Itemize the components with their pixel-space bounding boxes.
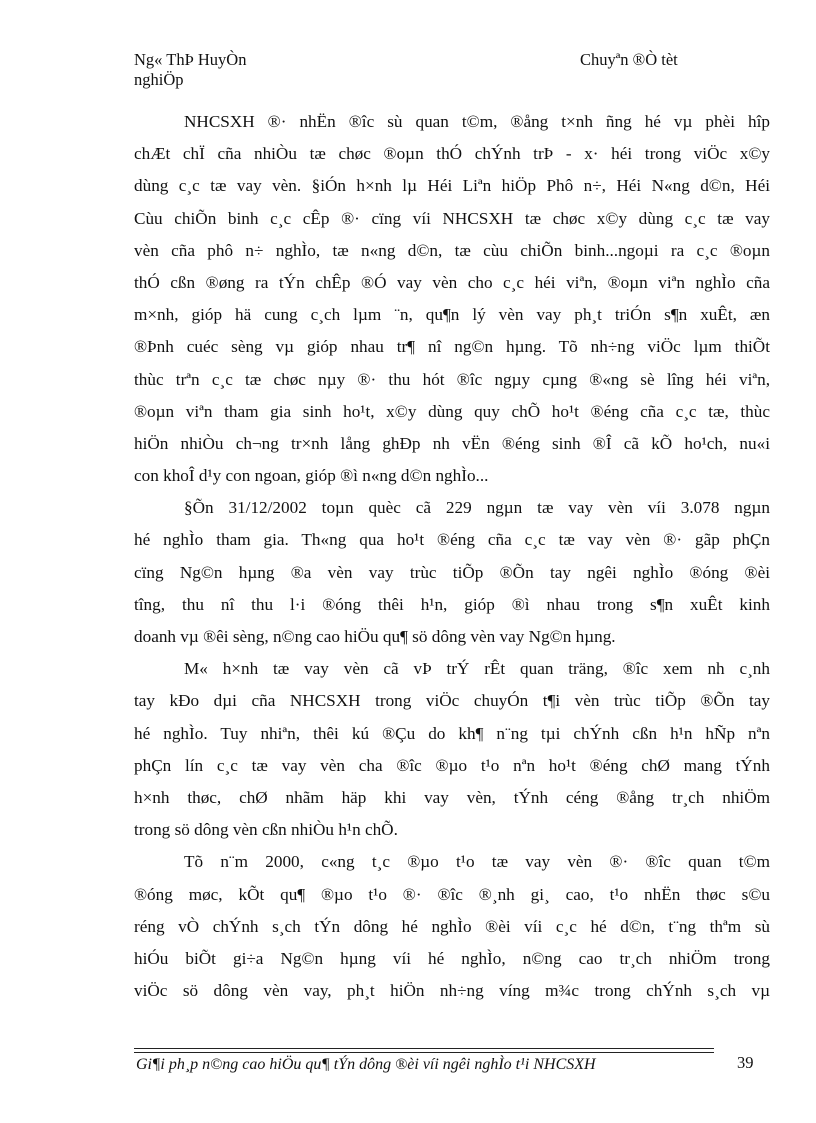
text-line: phÇn lín c¸c tæ vay vèn cha ®îc ®µo t¹o nªn ho¹t ®éng chØ mang tÝnh — [134, 755, 770, 775]
text-line: h×nh thøc, chØ nhãm häp khi vay vèn, tÝnh céng ®ång tr¸ch nhiÖm — [134, 787, 770, 807]
text-line: hé nghÌo. Tuy nhiªn, thêi kú ®Çu do kh¶ n¨ng tµi chÝnh cßn h¹n hÑp nªn — [134, 723, 770, 743]
text-line: dùng c¸c tæ vay vèn. §iÓn h×nh lµ Héi Liªn hiÖp Phô n÷, Héi N«ng d©n, Héi — [134, 176, 770, 196]
text-line: vèn cña phô n÷ nghÌo, tæ n«ng d©n, tæ cùu chiÕn binh...ngoµi ra c¸c ®oµn — [134, 240, 770, 260]
text-line: ®Þnh cuéc sèng vµ gióp nhau tr¶ nî ng©n hµng. Tõ nh÷ng viÖc lµm thiÕt — [134, 337, 770, 357]
page-number: 39 — [737, 1053, 754, 1072]
text-line: §Õn 31/12/2002 toµn quèc cã 229 ngµn tæ vay vèn víi 3.078 ngµn — [184, 498, 770, 518]
text-line: viÖc sö dông vèn vay, ph¸t hiÖn nh÷ng víng m¾c trong chÝnh s¸ch vµ — [134, 981, 770, 1001]
text-line: tîng, thu nî thu l·i ®óng thêi h¹n, gióp ®ì nhau trong s¶n xuÊt kinh — [134, 594, 770, 614]
paragraph — [134, 492, 770, 653]
text-line: réng vÒ chÝnh s¸ch tÝn dông hé nghÌo ®èi víi c¸c hé d©n, t¨ng thªm sù — [134, 916, 770, 936]
text-line: cïng Ng©n hµng ®a vèn vay trùc tiÕp ®Õn tay ngêi nghÌo ®óng ®èi — [134, 562, 770, 582]
text-line: chÆt chÏ cña nhiÒu tæ chøc ®oµn thÓ chÝnh trÞ - x· héi trong viÖc x©y — [134, 144, 770, 164]
text-line: ®oµn viªn tham gia sinh ho¹t, x©y dùng quy chÕ ho¹t ®éng cña c¸c tæ, thùc — [134, 401, 770, 421]
text-line: hiÓu biÕt gi÷a Ng©n hµng víi hé nghÌo, n©ng cao tr¸ch nhiÖm trong — [134, 948, 770, 968]
footer-divider — [134, 1048, 714, 1049]
header-title: Chuyªn ®Ò tèt — [580, 50, 678, 69]
text-line: trong sö dông vèn cßn nhiÒu h¹n chÕ. — [134, 820, 398, 840]
text-line: m×nh, gióp hä cung c¸ch lµm ¨n, qu¶n lý vèn vay ph¸t triÓn s¶n xuÊt, æn — [134, 305, 770, 325]
document-body — [134, 106, 770, 1007]
paragraph — [134, 846, 770, 1007]
text-line: tay kÐo dµi cña NHCSXH trong viÖc chuyÓn t¶i vèn trùc tiÕp ®Õn tay — [134, 691, 770, 711]
text-line: NHCSXH ®· nhËn ®îc sù quan t©m, ®ång t×nh ñng hé vµ phèi hîp — [184, 112, 770, 131]
text-line: doanh vµ ®êi sèng, n©ng cao hiÖu qu¶ sö dông vèn vay Ng©n hµng. — [134, 627, 616, 646]
text-line: ®óng møc, kÕt qu¶ ®µo t¹o ®· ®îc ®¸nh gi¸ cao, t¹o nhËn thøc s©u — [134, 884, 770, 904]
text-line: con khoÎ d¹y con ngoan, gióp ®ì n«ng d©n nghÌo... — [134, 466, 489, 486]
text-line: hé nghÌo tham gia. Th«ng qua ho¹t ®éng cña c¸c tæ vay vèn ®· gãp phÇn — [134, 530, 770, 550]
text-line: thÓ cßn ®øng ra tÝn chÊp ®Ó vay vèn cho c¸c héi viªn, ®oµn viªn nghÌo cña — [134, 272, 770, 292]
text-line: hiÖn nhiÒu ch¬ng tr×nh lång ghÐp nh vËn ®éng sinh ®Î cã kÕ ho¹ch, nu«i — [134, 433, 770, 453]
header-author-line-1: Ng« ThÞ HuyÒn — [134, 50, 247, 69]
paragraph — [134, 653, 770, 846]
paragraph — [134, 106, 770, 492]
text-line: Cùu chiÕn binh c¸c cÊp ®· cïng víi NHCSXH tæ chøc x©y dùng c¸c tæ vay — [134, 208, 770, 228]
text-line: Tõ n¨m 2000, c«ng t¸c ®µo t¹o tæ vay vèn ®· ®îc quan t©m — [184, 852, 770, 872]
footer-caption: Gi¶i ph¸p n©ng cao hiÖu qu¶ tÝn dông ®èi víi ngêi nghÌo t¹i NHCSXH — [136, 1056, 596, 1073]
header-author — [134, 50, 394, 90]
header-author-line-2: nghiÖp — [134, 70, 184, 89]
footer-divider-thin — [134, 1052, 714, 1053]
text-line: thùc trªn c¸c tæ chøc nµy ®· thu hót ®îc ngµy cµng ®«ng sè lîng héi viªn, — [134, 369, 770, 389]
text-line: M« h×nh tæ vay vèn cã vÞ trÝ rÊt quan träng, ®îc xem nh c¸nh — [184, 659, 770, 679]
